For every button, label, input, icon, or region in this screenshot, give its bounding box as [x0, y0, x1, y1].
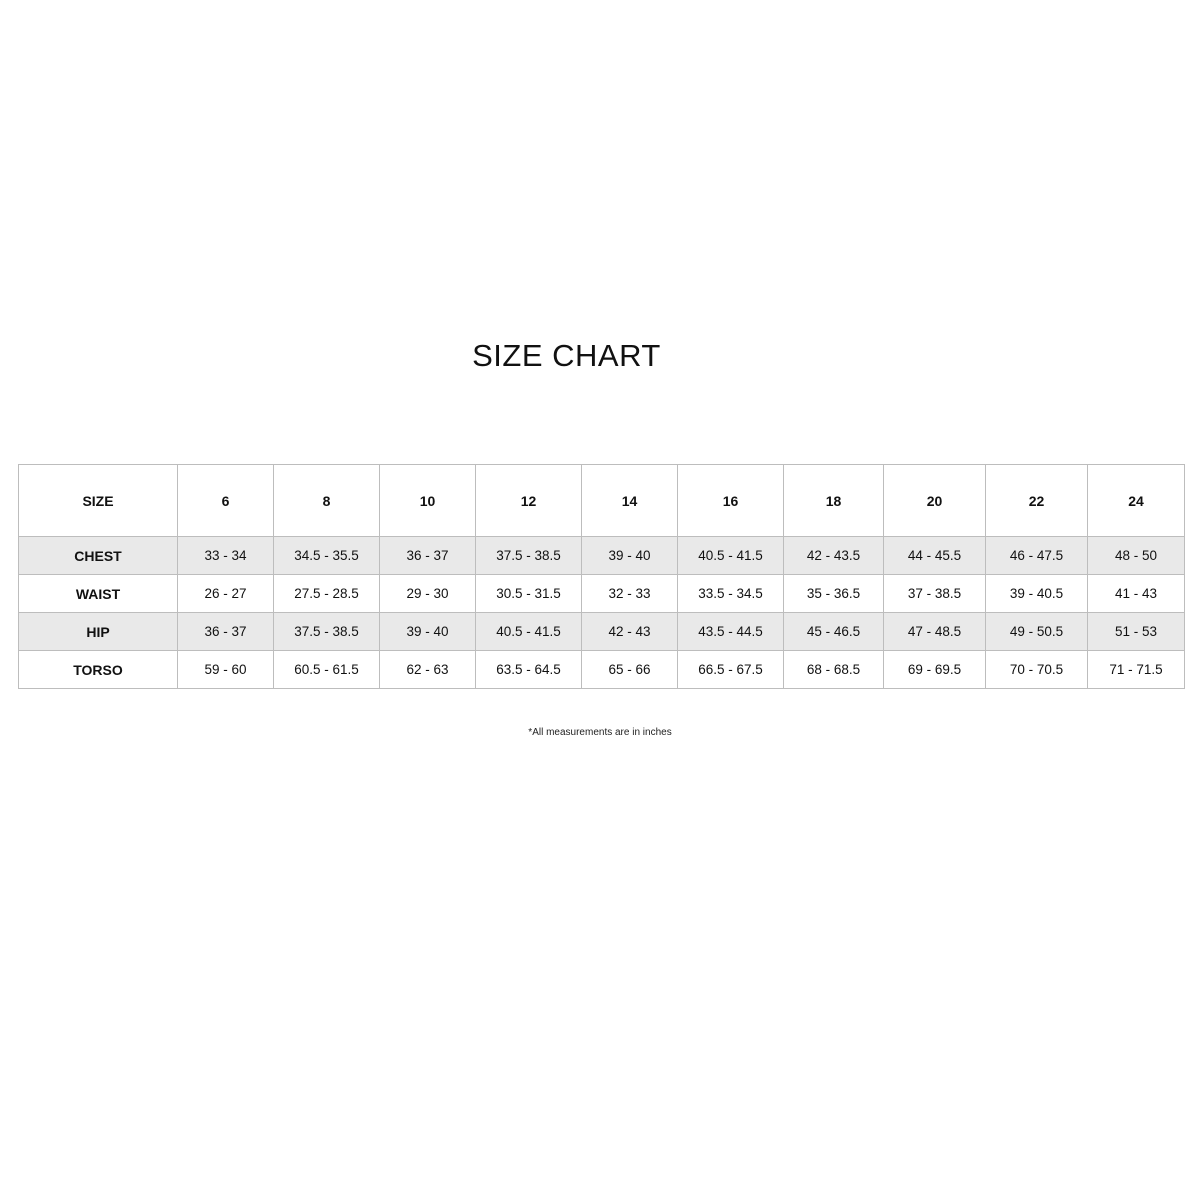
table-header-row — [19, 465, 1185, 537]
header-size-10: 10 — [380, 465, 476, 537]
row-label: WAIST — [19, 575, 178, 613]
table-row-hip — [19, 613, 1185, 651]
table-cell: 48 - 50 — [1088, 537, 1185, 575]
table-cell: 68 - 68.5 — [784, 651, 884, 689]
table-row-chest — [19, 537, 1185, 575]
header-size-label: SIZE — [19, 465, 178, 537]
page-title: SIZE CHART — [472, 338, 661, 373]
table-cell: 29 - 30 — [380, 575, 476, 613]
table-cell: 42 - 43.5 — [784, 537, 884, 575]
table-cell: 39 - 40.5 — [986, 575, 1088, 613]
header-size-24: 24 — [1088, 465, 1185, 537]
table-cell: 41 - 43 — [1088, 575, 1185, 613]
table-cell: 71 - 71.5 — [1088, 651, 1185, 689]
row-label: HIP — [19, 613, 178, 651]
table-row-waist — [19, 575, 1185, 613]
table-cell: 30.5 - 31.5 — [476, 575, 582, 613]
size-chart-table — [18, 464, 1185, 689]
header-size-16: 16 — [678, 465, 784, 537]
table-cell: 49 - 50.5 — [986, 613, 1088, 651]
table-cell: 35 - 36.5 — [784, 575, 884, 613]
table-cell: 62 - 63 — [380, 651, 476, 689]
header-size-8: 8 — [274, 465, 380, 537]
table-cell: 60.5 - 61.5 — [274, 651, 380, 689]
table-row-torso — [19, 651, 1185, 689]
table-cell: 45 - 46.5 — [784, 613, 884, 651]
table-cell: 66.5 - 67.5 — [678, 651, 784, 689]
table-cell: 39 - 40 — [582, 537, 678, 575]
table-cell: 37.5 - 38.5 — [476, 537, 582, 575]
table-cell: 47 - 48.5 — [884, 613, 986, 651]
header-size-20: 20 — [884, 465, 986, 537]
table-cell: 42 - 43 — [582, 613, 678, 651]
header-size-14: 14 — [582, 465, 678, 537]
table-cell: 51 - 53 — [1088, 613, 1185, 651]
table-cell: 33.5 - 34.5 — [678, 575, 784, 613]
table-cell: 36 - 37 — [380, 537, 476, 575]
table-cell: 40.5 - 41.5 — [678, 537, 784, 575]
measurement-footnote: *All measurements are in inches — [528, 727, 672, 738]
table-cell: 63.5 - 64.5 — [476, 651, 582, 689]
table-cell: 59 - 60 — [178, 651, 274, 689]
table-cell: 65 - 66 — [582, 651, 678, 689]
table-cell: 46 - 47.5 — [986, 537, 1088, 575]
row-label: TORSO — [19, 651, 178, 689]
header-size-12: 12 — [476, 465, 582, 537]
table-cell: 33 - 34 — [178, 537, 274, 575]
table-cell: 40.5 - 41.5 — [476, 613, 582, 651]
table-cell: 37.5 - 38.5 — [274, 613, 380, 651]
table-cell: 44 - 45.5 — [884, 537, 986, 575]
table-cell: 70 - 70.5 — [986, 651, 1088, 689]
table-cell: 26 - 27 — [178, 575, 274, 613]
table-cell: 32 - 33 — [582, 575, 678, 613]
table-cell: 69 - 69.5 — [884, 651, 986, 689]
header-size-18: 18 — [784, 465, 884, 537]
row-label: CHEST — [19, 537, 178, 575]
table-cell: 27.5 - 28.5 — [274, 575, 380, 613]
table-cell: 37 - 38.5 — [884, 575, 986, 613]
header-size-22: 22 — [986, 465, 1088, 537]
table-cell: 39 - 40 — [380, 613, 476, 651]
header-size-6: 6 — [178, 465, 274, 537]
table-cell: 43.5 - 44.5 — [678, 613, 784, 651]
table-cell: 34.5 - 35.5 — [274, 537, 380, 575]
table-cell: 36 - 37 — [178, 613, 274, 651]
